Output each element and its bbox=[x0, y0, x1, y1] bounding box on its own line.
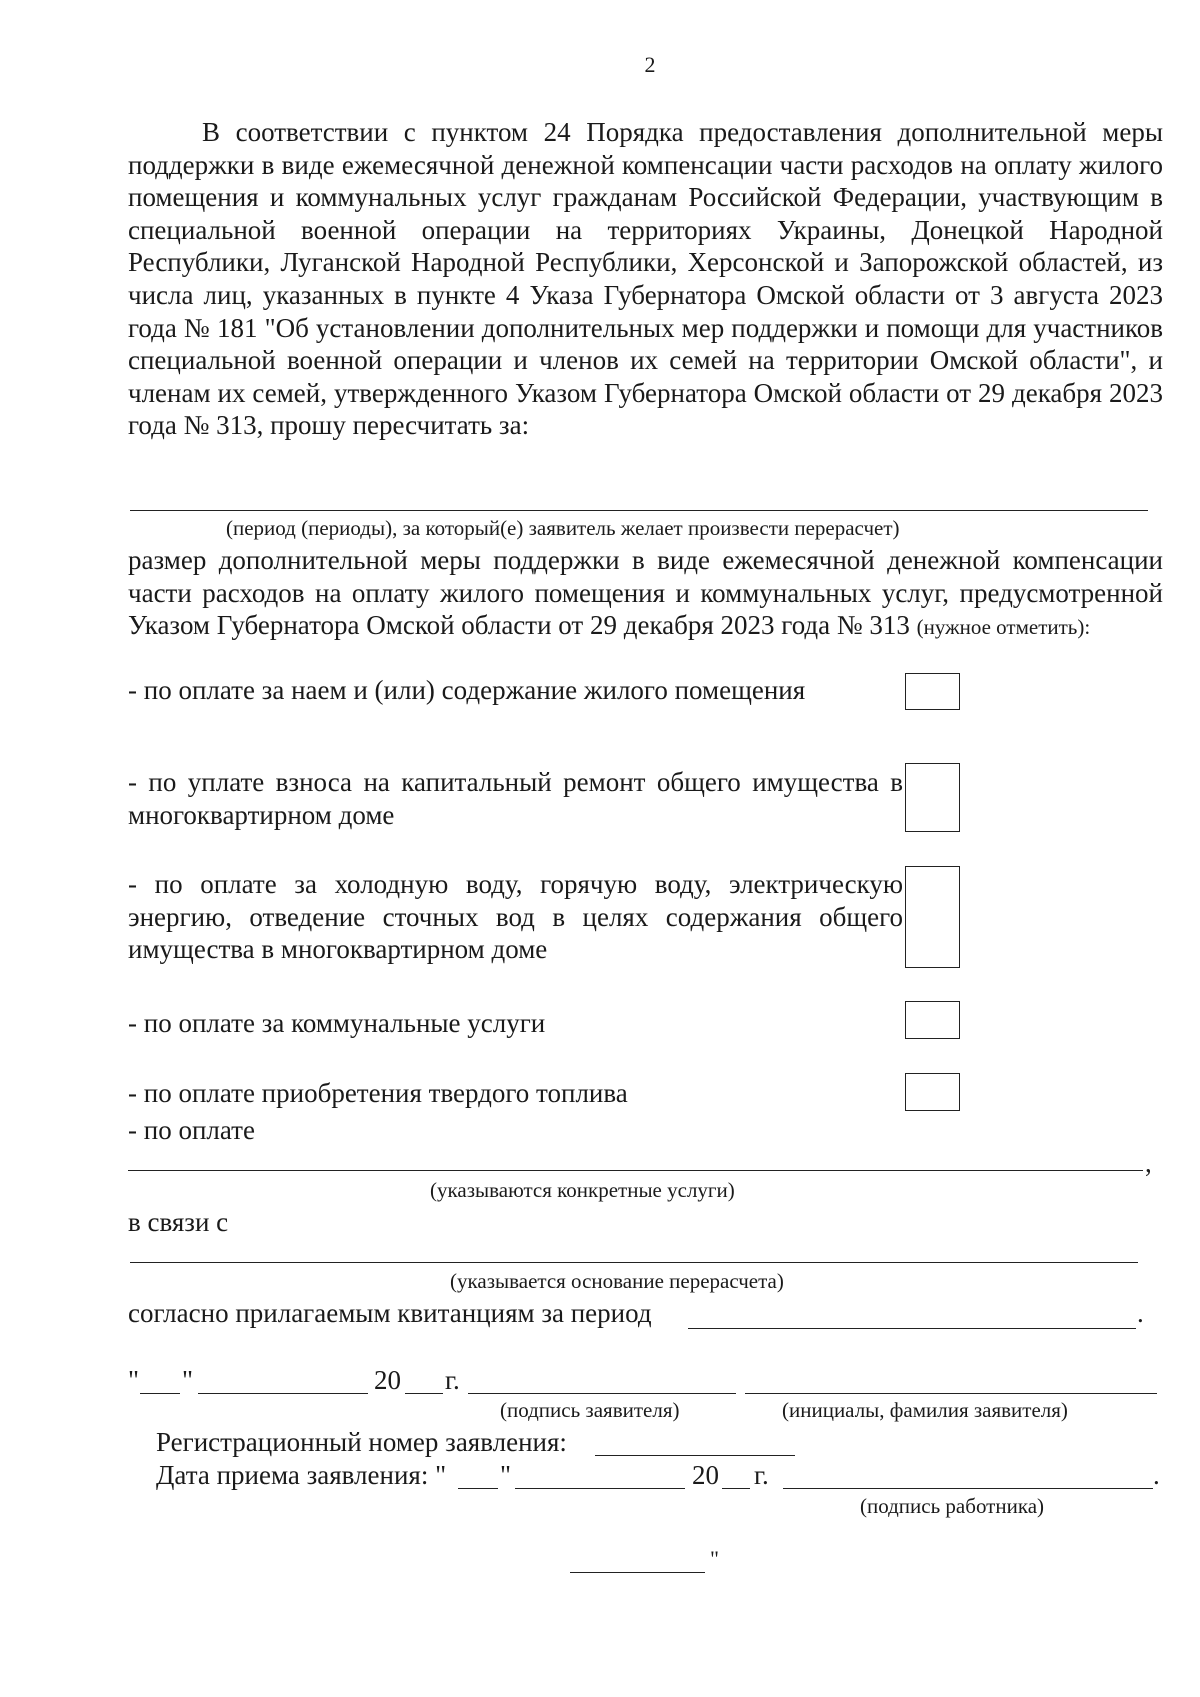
receipts-period-line[interactable] bbox=[688, 1328, 1136, 1329]
date-year-suffix: г. bbox=[445, 1365, 460, 1395]
footer-mark: " bbox=[710, 1546, 719, 1571]
date-year-line[interactable] bbox=[405, 1393, 443, 1394]
accept-date-label: Дата приема заявления: " bbox=[156, 1460, 447, 1490]
date-day-line[interactable] bbox=[140, 1393, 180, 1394]
period-caption: (период (периоды), за который(е) заявитель желает произвести перерасчет) bbox=[226, 516, 900, 540]
option-label-rent: - по оплате за наем и (или) содержание жилого помещения bbox=[128, 675, 806, 705]
option-checkbox-common-utilities[interactable] bbox=[905, 866, 960, 968]
accept-year-prefix: 20 bbox=[692, 1460, 719, 1490]
date-month-line[interactable] bbox=[198, 1393, 368, 1394]
intro-text: В соответствии с пунктом 24 Порядка предоставления дополнительной меры поддержки в виде ежемесячной денежной компенсации части расходов на оплату жилого помещения и коммунальных услуг гражданам Российской Федерации, участвующим в специальной военной операции на территориях Украины, Донецкой Народной Республики, Луганской Народной Республики, Херсонской и Запорожской областей, из числа лиц, указанных в пункте 4 Указа Губернатора Омской области от 3 августа 2023 года № 181 "Об установлении дополнительных мер поддержки и помощи для участников специальной военной операции и членов их семей на территории Омской области", и членам их семей, утвержденного Указом Губернатора Омской области от 29 декабря 2023 года № 313, прошу пересчитать за: bbox=[128, 117, 1163, 441]
accept-year-line[interactable] bbox=[722, 1488, 750, 1489]
option-label-capital-repair: - по уплате взноса на капитальный ремонт общего имущества в многоквартирном доме bbox=[128, 767, 903, 830]
services-input-line[interactable] bbox=[128, 1170, 1143, 1171]
worker-caption: (подпись работника) bbox=[860, 1494, 1045, 1518]
footer-rule bbox=[570, 1572, 705, 1573]
option-checkbox-utilities[interactable] bbox=[905, 1001, 960, 1039]
date-quote-close: " bbox=[182, 1365, 194, 1395]
other-payment-label: - по оплате bbox=[128, 1115, 255, 1145]
reg-number-label: Регистрационный номер заявления: bbox=[156, 1427, 567, 1457]
reason-label: в связи с bbox=[128, 1207, 229, 1237]
date-year-prefix: 20 bbox=[374, 1365, 401, 1395]
size-text: размер дополнительной меры поддержки в виде ежемесячной денежной компенсации части расходов на оплату жилого помещения и коммунальных услуг, предусмотренной Указом Губернатора Омской области от 29 декабря 2023 года № 313 bbox=[128, 545, 1163, 641]
accept-year-suffix: г. bbox=[754, 1460, 769, 1490]
option-label-solid-fuel: - по оплате приобретения твердого топлива bbox=[128, 1078, 628, 1108]
accept-quote-close: " bbox=[500, 1460, 512, 1490]
receipts-label: согласно прилагаемым квитанциям за период bbox=[128, 1298, 652, 1328]
date-quote-open: " bbox=[128, 1365, 140, 1395]
applicant-signature-line[interactable] bbox=[468, 1393, 736, 1394]
receipts-period-dot: . bbox=[1137, 1298, 1144, 1328]
worker-signature-line[interactable] bbox=[783, 1488, 1153, 1489]
services-caption: (указываются конкретные услуги) bbox=[430, 1178, 735, 1202]
worker-signature-dot: . bbox=[1153, 1460, 1160, 1490]
applicant-name-line[interactable] bbox=[745, 1393, 1157, 1394]
signature-caption: (подпись заявителя) bbox=[500, 1398, 680, 1422]
accept-month-line[interactable] bbox=[515, 1488, 685, 1489]
option-checkbox-solid-fuel[interactable] bbox=[905, 1073, 960, 1111]
name-caption: (инициалы, фамилия заявителя) bbox=[782, 1398, 1068, 1422]
page-number: 2 bbox=[644, 52, 656, 77]
reg-number-line[interactable] bbox=[595, 1455, 795, 1456]
option-checkbox-capital-repair[interactable] bbox=[905, 763, 960, 832]
size-hint: (нужное отметить): bbox=[916, 615, 1091, 640]
accept-day-line[interactable] bbox=[458, 1488, 498, 1489]
intro-paragraph bbox=[128, 116, 1163, 442]
option-label-common-utilities: - по оплате за холодную воду, горячую воду, электрическую энергию, отведение сточных вод в целях содержания общего имущества в многоквартирном доме bbox=[128, 869, 903, 965]
services-line-comma: , bbox=[1145, 1148, 1152, 1178]
size-paragraph bbox=[128, 544, 1163, 644]
period-input-line[interactable] bbox=[130, 510, 1148, 511]
option-checkbox-rent[interactable] bbox=[905, 673, 960, 710]
reason-caption: (указывается основание перерасчета) bbox=[450, 1269, 784, 1293]
reason-input-line[interactable] bbox=[130, 1262, 1138, 1263]
option-label-utilities: - по оплате за коммунальные услуги bbox=[128, 1008, 546, 1038]
